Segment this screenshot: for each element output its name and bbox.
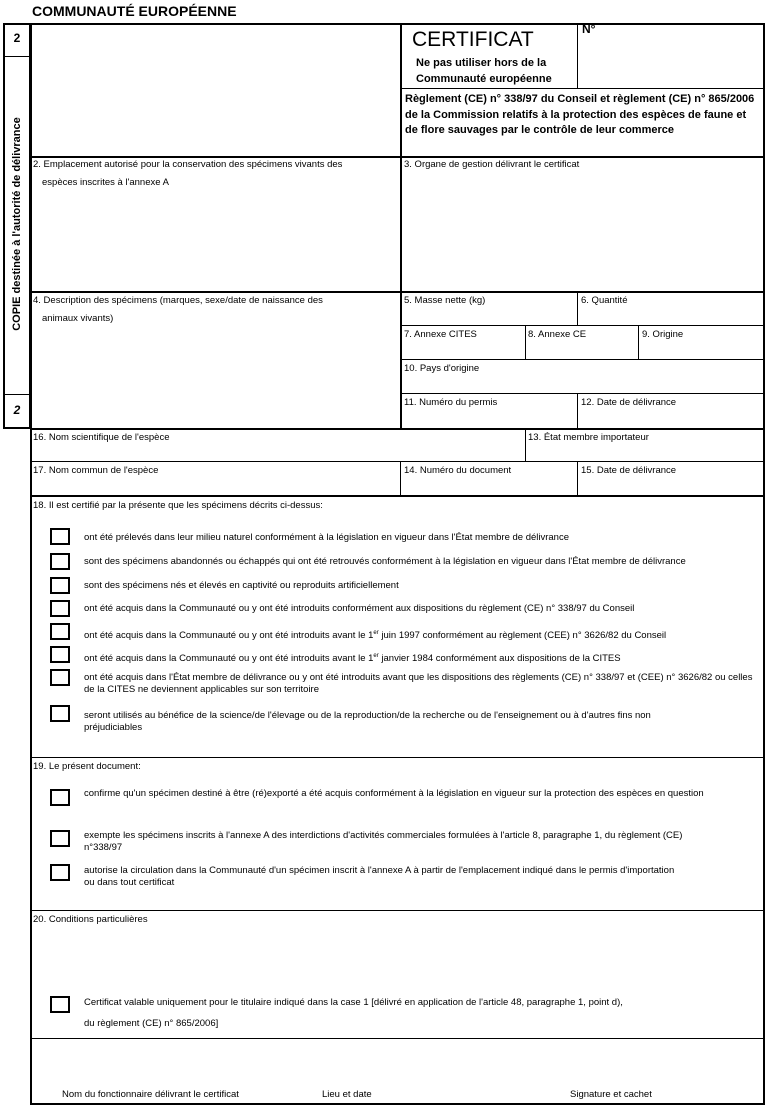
box15-label: 15. Date de délivrance: [581, 465, 677, 476]
section18-title: 18. Il est certifié par la présente que les spécimens décrits ci-dessus:: [33, 500, 323, 511]
checkbox-18-1[interactable]: [50, 528, 70, 545]
box7-label: 7. Annexe CITES: [404, 329, 477, 340]
checkbox-18-6[interactable]: [50, 646, 70, 663]
option-18-5: ont été acquis dans la Communauté ou y ont été introduits avant le 1er juin 1997 conformément au règlement (CEE) n° 3626/82 du Conseil: [84, 630, 667, 642]
box12-label: 12. Date de délivrance: [581, 397, 677, 408]
box10-label: 10. Pays d'origine: [404, 363, 480, 374]
checkbox-18-8[interactable]: [50, 705, 70, 722]
section19-title: 19. Le présent document:: [33, 761, 141, 772]
option-18-7: ont été acquis dans l'État membre de délivrance ou y ont été introduits avant que les dispositions des règlements (CE) n° 338/97 et (CEE) n° 3626/82 ou celles de la CITES ne deviennent applicables sur son territoire: [84, 672, 753, 695]
box6-label: 6. Quantité: [581, 295, 628, 306]
box8-label: 8. Annexe CE: [528, 329, 587, 340]
regulation-text: Règlement (CE) n° 338/97 du Conseil et règlement (CE) n° 865/2006 de la Commission relatifs à la protection des espèces de faune et de flore sauvages par le contrôle de leur commerce: [405, 93, 755, 136]
section20-title: 20. Conditions particulières: [33, 914, 148, 925]
box5-label: 5. Masse nette (kg): [404, 295, 486, 306]
option-18-8: seront utilisés au bénéfice de la science/de l'élevage ou de la reproduction/de la recherche ou de l'enseignement ou à d'autres fins non préjudiciables: [84, 710, 651, 733]
checkbox-20[interactable]: [50, 996, 70, 1013]
option-19-3: autorise la circulation dans la Communauté d'un spécimen inscrit à l'annexe A à partir de l'emplacement indiqué dans le permis d'importation ou dans tout certificat: [84, 865, 675, 888]
option-20-line2: du règlement (CE) n° 865/2006]: [84, 1018, 219, 1029]
option-18-2: sont des spécimens abandonnés ou échappés qui ont été retrouvés conformément à la législation en vigueur dans l'État membre de délivrance: [84, 556, 686, 567]
signature-label: Signature et cachet: [570, 1089, 652, 1100]
option-18-6: ont été acquis dans la Communauté ou y ont été introduits avant le 1er janvier 1984 conformément aux dispositions de la CITES: [84, 653, 621, 665]
checkbox-19-2[interactable]: [50, 830, 70, 847]
copy-number-bottom: 2: [13, 403, 21, 417]
box2-label-cont: espèces inscrites à l'annexe A: [42, 177, 169, 188]
checkbox-18-4[interactable]: [50, 600, 70, 617]
official-name-label: Nom du fonctionnaire délivrant le certificat: [62, 1089, 239, 1100]
box4-label: 4. Description des spécimens (marques, sexe/date de naissance des: [33, 295, 323, 306]
checkbox-18-3[interactable]: [50, 577, 70, 594]
checkbox-18-7[interactable]: [50, 669, 70, 686]
checkbox-18-5[interactable]: [50, 623, 70, 640]
option-18-1: ont été prélevés dans leur milieu naturel conformément à la législation en vigueur dans l'État membre de délivrance: [84, 532, 569, 543]
copy-label: COPIE destinée à l'autorité de délivrance: [11, 117, 23, 331]
box17-label: 17. Nom commun de l'espèce: [33, 465, 159, 476]
option-18-3: sont des spécimens nés et élevés en captivité ou reproduits artificiellement: [84, 580, 399, 591]
restriction-line1: Ne pas utiliser hors de la: [416, 57, 547, 69]
box9-label: 9. Origine: [642, 329, 684, 340]
box3-label: 3. Organe de gestion délivrant le certificat: [404, 159, 580, 170]
option-18-4: ont été acquis dans la Communauté ou y ont été introduits conformément aux dispositions du règlement (CE) n° 338/97 du Conseil: [84, 603, 635, 614]
checkbox-19-1[interactable]: [50, 789, 70, 806]
box11-label: 11. Numéro du permis: [404, 397, 498, 408]
checkbox-18-2[interactable]: [50, 553, 70, 570]
checkbox-19-3[interactable]: [50, 864, 70, 881]
box16-label: 16. Nom scientifique de l'espèce: [33, 432, 170, 443]
certificate-title: CERTIFICAT: [412, 28, 534, 51]
box4-label-cont: animaux vivants): [42, 313, 114, 324]
option-20-line1: Certificat valable uniquement pour le titulaire indiqué dans la case 1 [délivré en application de l'article 48, paragraphe 1, point d),: [84, 997, 623, 1008]
option-19-2: exempte les spécimens inscrits à l'annexe A des interdictions d'activités commerciales formulées à l'article 8, paragraphe 1, du règlement (CE) n°338/97: [84, 830, 683, 853]
box2-label: 2. Emplacement autorisé pour la conservation des spécimens vivants des: [33, 159, 343, 170]
number-label: N°: [582, 22, 596, 36]
restriction-line2: Communauté européenne: [416, 73, 552, 85]
option-19-1: confirme qu'un spécimen destiné à être (ré)exporté a été acquis conformément à la législation en vigueur sur la protection des espèces en question: [84, 788, 704, 799]
place-date-label: Lieu et date: [322, 1089, 372, 1100]
copy-number-top: 2: [13, 31, 21, 45]
community-title: COMMUNAUTÉ EUROPÉENNE: [32, 3, 237, 19]
box13-label: 13. État membre importateur: [528, 432, 649, 443]
box14-label: 14. Numéro du document: [404, 465, 512, 476]
